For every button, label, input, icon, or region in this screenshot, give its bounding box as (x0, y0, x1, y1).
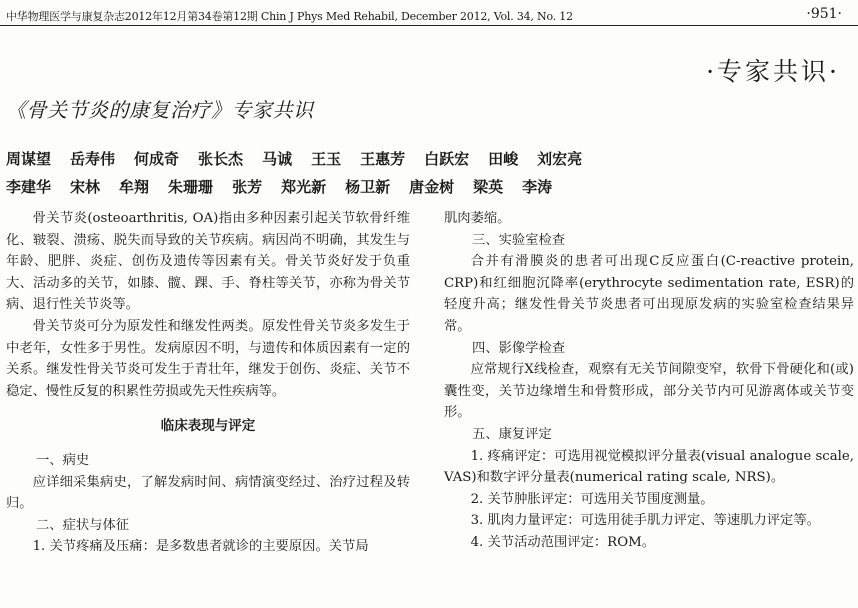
author-name: 李涛 (522, 178, 553, 196)
paragraph-rom-assessment: 4. 关节活动范围评定：ROM。 (470, 534, 656, 550)
header-rule (0, 25, 858, 26)
paragraph-swelling-assessment: 2. 关节肿胀评定：可选用关节围度测量。 (470, 491, 714, 507)
paragraph-imaging: 应常规行X线检查，观察有无关节间隙变窄，软骨下骨硬化和(或)囊性变，关节边缘增生和骨赘形成，部分关节内可见游离体或关节变形。 (444, 362, 854, 421)
author-name: 梁英 (473, 178, 504, 196)
author-name: 朱珊珊 (168, 178, 214, 196)
body-column-right (444, 208, 854, 554)
subheading-lab-tests: 三、实验室检查 (472, 232, 566, 248)
paragraph-continuation: 肌肉萎缩。 (444, 211, 511, 226)
journal-citation: 中华物理医学与康复杂志2012年12月第34卷第12期 Chin J Phys Med Rehabil, December 2012, Vol. 34, No. 12 (6, 10, 573, 23)
author-name: 何成奇 (134, 150, 180, 168)
author-name: 牟翔 (119, 178, 150, 196)
author-name: 张芳 (232, 178, 263, 196)
paragraph-history: 应详细采集病史，了解发病时间、病情演变经过、治疗过程及转归。 (6, 474, 410, 512)
author-list-row-1 (6, 148, 601, 169)
author-name: 周谋望 (6, 150, 52, 168)
page-number: ·951· (806, 6, 842, 22)
author-name: 杨卫新 (345, 178, 391, 196)
author-name: 王惠芳 (360, 150, 406, 168)
author-name: 王玉 (311, 150, 342, 168)
author-name: 宋林 (70, 178, 101, 196)
paragraph-joint-pain: 1. 关节疼痛及压痛：是多数患者就诊的主要原因。关节局 (32, 539, 369, 555)
author-name: 郑光新 (281, 178, 327, 196)
paragraph-pain-assessment: 1. 疼痛评定：可选用视觉模拟评分量表(visual analogue scale, VAS)和数字评分量表(numerical rating scale, NRS)。 (444, 448, 854, 486)
section-heading: 临床表现与评定 (160, 418, 256, 435)
paragraph-lab-tests: 合并有滑膜炎的患者可出现C反应蛋白(C-reactive protein, CRP)和红细胞沉降率(erythrocyte sedimentation rate, ESR)的轻度升高；继发性骨关节炎患者可出现原发病的实验室检查结果异常。 (444, 254, 854, 334)
column-tag: ·专家共识· (706, 57, 840, 86)
paragraph-definition: 骨关节炎(osteoarthritis, OA)指由多种因素引起关节软骨纤维化、皲裂、溃疡、脱失而导致的关节疾病。病因尚不明确，其发生与年龄、肥胖、炎症、创伤及遗传等因素有关。骨关节炎好发于负重大、活动多的关节，如膝、髋、踝、手、脊柱等关节，亦称为骨关节病、退行性关节炎等。 (6, 211, 410, 313)
running-header (6, 6, 852, 24)
subheading-rehab-assessment: 五、康复评定 (472, 426, 552, 442)
author-name: 马诚 (262, 150, 293, 168)
subheading-symptoms: 二、症状与体征 (36, 517, 130, 533)
author-name: 唐金树 (409, 178, 455, 196)
author-name: 刘宏亮 (537, 150, 583, 168)
paragraph-classification: 骨关节炎可分为原发性和继发性两类。原发性骨关节炎多发生于中老年，女性多于男性。发病原因不明，与遗传和体质因素有一定的关系。继发性骨关节炎可发生于青壮年，继发于创伤、炎症、关节不稳定、慢性反复的积累性劳损或先天性疾病等。 (6, 318, 410, 399)
subheading-history: 一、病史 (36, 452, 90, 468)
body-column-left (6, 208, 410, 558)
author-name: 岳寿伟 (70, 150, 116, 168)
author-name: 田峻 (488, 150, 519, 168)
author-list-row-2 (6, 176, 571, 197)
author-name: 李建华 (6, 178, 52, 196)
author-name: 白跃宏 (424, 150, 470, 168)
subheading-imaging: 四、影像学检查 (472, 340, 566, 356)
article-title: 《骨关节炎的康复治疗》专家共识 (6, 98, 314, 122)
paragraph-strength-assessment: 3. 肌肉力量评定：可选用徒手肌力评定、等速肌力评定等。 (470, 513, 820, 529)
author-name: 张长杰 (198, 150, 244, 168)
